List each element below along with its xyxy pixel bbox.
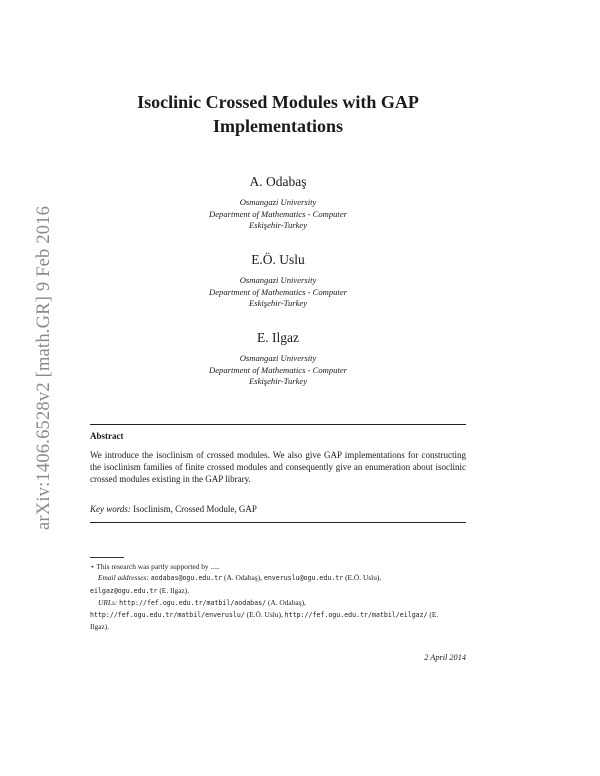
affiliation-location: Eskişehir-Turkey [248,298,308,308]
affiliation-department: Department of Mathematics - Computer [209,364,347,375]
email-link[interactable]: aodabas@ogu.edu.tr [150,574,223,583]
affiliation-university: Osmangazi University [239,275,317,285]
author-block-3 [90,330,466,388]
title-line-2: Implementations [213,116,343,136]
url-line-tail: Ilgaz). [90,622,110,632]
abstract-bottom-rule [90,522,466,523]
affiliation-department: Department of Mathematics - Computer [209,286,347,297]
author-name: E.Ö. Uslu [251,252,305,267]
footnote [90,561,470,633]
author-name: A. Odabaş [249,174,307,189]
author-block-2 [90,252,466,310]
affiliation-location: Eskişehir-Turkey [248,376,308,386]
affiliation-location: Eskişehir-Turkey [248,220,308,230]
email-owner: (E.Ö. Uslu), [343,573,382,583]
abstract-heading: Abstract [90,431,124,441]
abstract-text: We introduce the isoclinism of crossed modules. We also give GAP implementations for constructing the isoclinism families of finite crossed modules and consequently give an enumeration about isoclinic crossed modules existing in the GAP library. [90,450,466,484]
url-link[interactable]: http://fef.ogu.edu.tr/matbil/eilgaz/ [284,611,428,620]
url-link[interactable]: http://fef.ogu.edu.tr/matbil/enveruslu/ [90,611,245,620]
footnote-rule [90,557,124,558]
author-name: E. Ilgaz [257,330,299,345]
url-line [90,597,470,609]
email-owner: (E. Ilgaz). [157,585,190,595]
email-link[interactable]: eilgaz@ogu.edu.tr [90,586,158,595]
email-label: Email addresses: [98,573,149,583]
paper-date: 2 April 2014 [424,653,466,662]
paper-title [90,90,466,138]
url-owner: (E.Ö. Uslu), [244,610,285,620]
keywords-label: Key words: [90,504,131,514]
email-link[interactable]: enveruslu@ogu.edu.tr [263,574,344,583]
url-owner: (E. [427,610,439,620]
author-block-1 [90,174,466,232]
abstract-top-rule [90,424,466,425]
url-owner: (A. Odabaş), [266,597,306,607]
keywords [90,504,257,514]
arxiv-identifier: arXiv:1406.6528v2 [math.GR] 9 Feb 2016 [34,205,54,530]
affiliation-university: Osmangazi University [239,353,317,363]
email-line-cont [90,585,470,597]
url-link[interactable]: http://fef.ogu.edu.tr/matbil/aodabas/ [119,598,267,607]
keywords-text: Isoclinism, Crossed Module, GAP [133,504,257,514]
title-line-1: Isoclinic Crossed Modules with GAP [137,92,419,112]
url-line-cont [90,609,470,621]
email-line [90,572,470,584]
urls-label: URLs: [98,597,118,607]
funding-note: ⋆ This research was partly supported by ..... [90,562,220,571]
affiliation-university: Osmangazi University [239,197,317,207]
affiliation-department: Department of Mathematics - Computer [209,208,347,219]
email-owner: (A. Odabaş), [222,573,264,583]
